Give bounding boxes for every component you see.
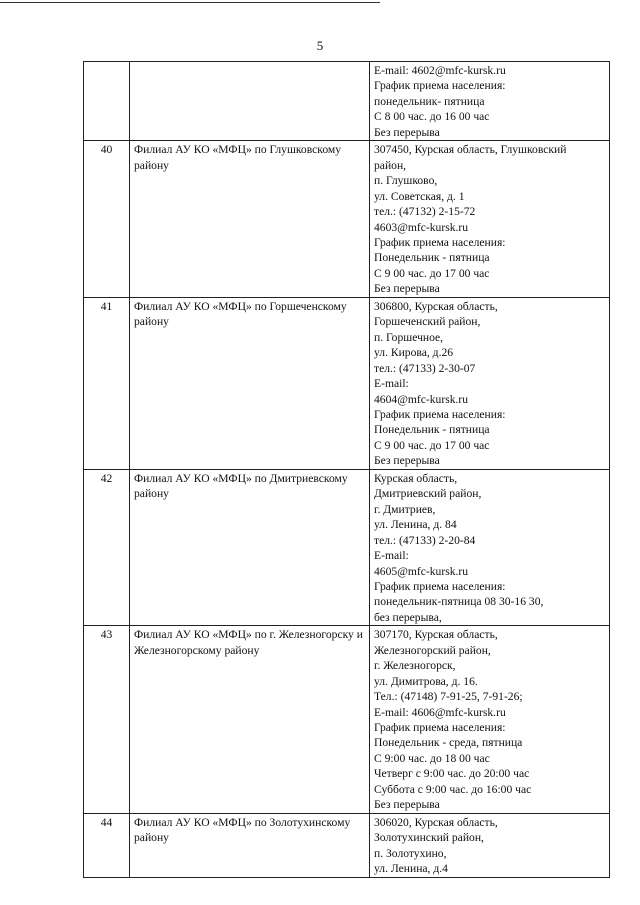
table-row — [84, 62, 610, 141]
branch-address — [370, 626, 610, 813]
address-line: 4603@mfc-kursk.ru — [374, 220, 469, 234]
address-line: Понедельник - пятница — [374, 423, 490, 437]
address-line: E-mail: — [374, 549, 409, 563]
branch-address — [370, 62, 610, 141]
address-line: Четверг с 9:00 час. до 20:00 час — [374, 767, 530, 781]
address-line: тел.: (47133) 2-30-07 — [374, 361, 476, 375]
address-line: С 9:00 час. до 18 00 час — [374, 751, 490, 765]
address-line: ул. Советская, д. 1 — [374, 189, 465, 203]
address-line: тел.: (47133) 2-20-84 — [374, 533, 476, 547]
address-line: Понедельник - среда, пятница — [374, 736, 523, 750]
row-number: 40 — [84, 141, 130, 298]
address-line: 4605@mfc-kursk.ru — [374, 564, 469, 578]
address-line: С 9 00 час. до 17 00 час — [374, 266, 490, 280]
address-line: График приема населения: — [374, 407, 506, 421]
address-line: Дмитриевский район, — [374, 487, 482, 501]
address-line: 306800, Курская область, — [374, 299, 498, 313]
address-line: График приема населения: — [374, 721, 506, 735]
table-row — [84, 469, 610, 626]
address-line: понедельник-пятница 08 30-16 30, — [374, 595, 544, 609]
address-line: График приема населения: — [374, 235, 506, 249]
address-line: Курская область, — [374, 471, 458, 485]
address-line: E-mail: 4606@mfc-kursk.ru — [374, 705, 506, 719]
address-line: С 9 00 час. до 17 00 час — [374, 438, 490, 452]
address-line: E-mail: 4602@mfc-kursk.ru — [374, 64, 506, 77]
page-number: 5 — [316, 38, 324, 53]
branch-address — [370, 813, 610, 877]
row-number — [84, 62, 130, 141]
branch-address — [370, 297, 610, 469]
address-line: г. Железногорск, — [374, 659, 456, 673]
address-line: 306020, Курская область, — [374, 815, 498, 829]
address-line: ул. Ленина, д. 84 — [374, 518, 457, 532]
address-line: График приема населения: — [374, 579, 506, 593]
address-line: E-mail: — [374, 377, 409, 391]
address-line: Суббота с 9:00 час. до 16:00 час — [374, 782, 532, 796]
branch-name: Филиал АУ КО «МФЦ» по г. Железногорску и Железногорскому району — [130, 626, 370, 813]
table-row — [84, 297, 610, 469]
address-line: С 8 00 час. до 16 00 час — [374, 110, 490, 124]
row-number: 42 — [84, 469, 130, 626]
branch-name: Филиал АУ КО «МФЦ» по Глушковскому району — [130, 141, 370, 298]
address-line: понедельник- пятница — [374, 94, 485, 108]
top-rule — [0, 2, 380, 3]
address-line: Горшеченский район, — [374, 315, 481, 329]
address-line: п. Золотухино, — [374, 846, 447, 860]
address-line: График приема населения: — [374, 79, 506, 93]
branch-name — [130, 62, 370, 141]
address-line: ул. Димитрова, д. 16. — [374, 674, 478, 688]
address-line: Без перерыва — [374, 454, 440, 468]
address-line: 307170, Курская область, — [374, 628, 498, 642]
branches-table — [83, 61, 610, 878]
address-line: п. Глушково, — [374, 174, 438, 188]
row-number: 43 — [84, 626, 130, 813]
address-line: Железногорский район, — [374, 643, 491, 657]
address-line: 307450, Курская область, Глушковский — [374, 143, 567, 157]
row-number: 44 — [84, 813, 130, 877]
address-line: г. Дмитриев, — [374, 502, 436, 516]
address-line: ул. Ленина, д.4 — [374, 862, 448, 876]
address-line: тел.: (47132) 2-15-72 — [374, 205, 476, 219]
address-line: 4604@mfc-kursk.ru — [374, 392, 469, 406]
branch-address — [370, 141, 610, 298]
address-line: Золотухинский район, — [374, 831, 484, 845]
table-row — [84, 141, 610, 298]
address-line: п. Горшечное, — [374, 330, 444, 344]
branch-address — [370, 469, 610, 626]
address-line: Без перерыва — [374, 282, 440, 296]
address-line: Без перерыва — [374, 125, 440, 139]
address-line: Понедельник - пятница — [374, 251, 490, 265]
branch-name: Филиал АУ КО «МФЦ» по Золотухинскому району — [130, 813, 370, 877]
table-row — [84, 626, 610, 813]
branch-name: Филиал АУ КО «МФЦ» по Дмитриевскому району — [130, 469, 370, 626]
address-line: район, — [374, 158, 407, 172]
row-number: 41 — [84, 297, 130, 469]
table-row — [84, 813, 610, 877]
address-line: Тел.: (47148) 7-91-25, 7-91-26; — [374, 690, 523, 704]
address-line: без перерыва, — [374, 610, 442, 624]
address-line: Без перерыва — [374, 798, 440, 812]
address-line: ул. Кирова, д.26 — [374, 346, 454, 360]
branch-name: Филиал АУ КО «МФЦ» по Горшеченскому району — [130, 297, 370, 469]
